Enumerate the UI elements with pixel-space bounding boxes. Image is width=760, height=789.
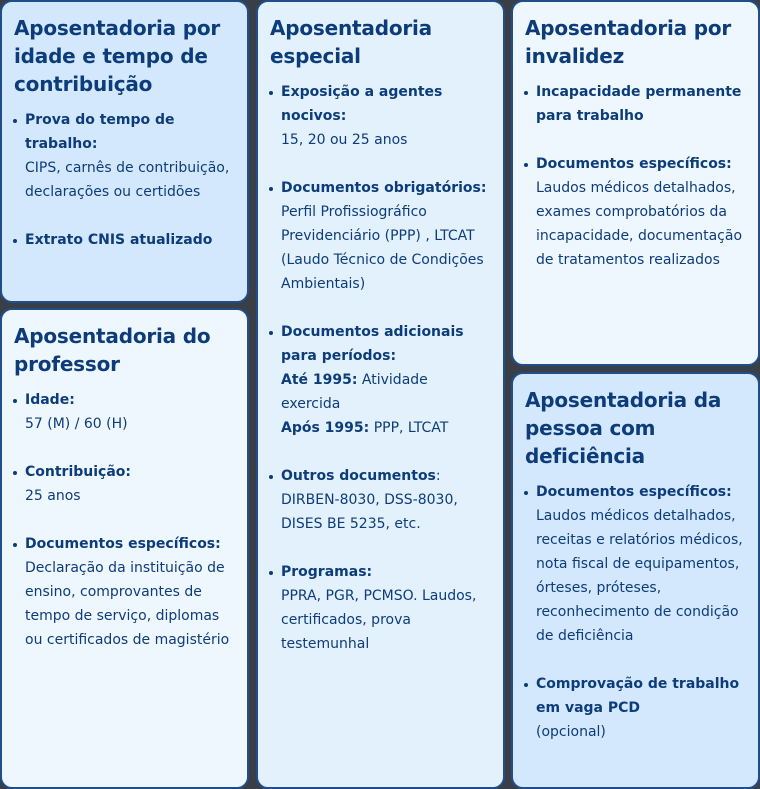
requirements-list [525, 80, 746, 272]
item-label: Idade: [25, 392, 75, 408]
requirements-list [14, 388, 235, 652]
item-text: Laudos médicos detalhados, exames comprobatórios da incapacidade, documentação de tratamentos realizados [536, 180, 743, 268]
list-item [14, 228, 235, 252]
card-title: Aposentadoria da pessoa com deficiência [525, 388, 722, 468]
list-item [525, 480, 746, 648]
item-text: DIRBEN-8030, DSS-8030, DISES BE 5235, etc. [281, 492, 458, 532]
period-label: Até 1995: [281, 372, 358, 388]
list-item [525, 672, 746, 744]
list-item [14, 460, 235, 508]
period-label: Após 1995: [281, 420, 370, 436]
list-item [270, 320, 491, 440]
card-title: Aposentadoria do professor [14, 324, 211, 376]
item-text: Declaração da instituição de ensino, comprovantes de tempo de serviço, diplomas ou certificados de magistério [25, 560, 230, 648]
period-text: PPP, LTCAT [369, 420, 449, 436]
item-label: Documentos específicos: [536, 156, 732, 172]
item-label: Documentos específicos: [536, 484, 732, 500]
item-label: Incapacidade permanente para trabalho [536, 84, 742, 124]
item-text: Perfil Profissiográfico Previdenciário (PPP) , LTCAT (Laudo Técnico de Condições Ambientais) [281, 204, 484, 292]
item-label: Prova do tempo de trabalho: [25, 112, 175, 152]
requirements-list [525, 480, 746, 744]
period-line-2 [281, 416, 491, 440]
item-colon: : [435, 468, 441, 484]
item-text: 15, 20 ou 25 anos [281, 132, 408, 148]
item-text: 25 anos [25, 488, 81, 504]
item-label: Contribuição: [25, 464, 132, 480]
list-item [270, 560, 491, 656]
list-item [14, 108, 235, 204]
item-label: Extrato CNIS atualizado [25, 232, 213, 248]
item-label: Documentos adicionais para períodos: [281, 324, 464, 364]
list-item [14, 532, 235, 652]
card-aposentadoria-deficiencia [511, 372, 760, 789]
item-text: (opcional) [536, 724, 606, 740]
item-text: PPRA, PGR, PCMSO. Laudos, certificados, prova testemunhal [281, 588, 477, 652]
item-label: Outros documentos [281, 468, 436, 484]
item-label: Documentos obrigatórios: [281, 180, 487, 196]
list-item [14, 388, 235, 436]
list-item [270, 80, 491, 152]
item-label: Comprovação de trabalho em vaga PCD [536, 676, 740, 716]
period-line-1 [281, 368, 491, 416]
item-text: 57 (M) / 60 (H) [25, 416, 128, 432]
list-item [525, 152, 746, 272]
card-aposentadoria-invalidez [511, 0, 760, 366]
item-label: Exposição a agentes nocivos: [281, 84, 443, 124]
list-item [270, 464, 491, 536]
requirements-list [270, 80, 491, 656]
item-label: Documentos específicos: [25, 536, 221, 552]
list-item [525, 80, 746, 128]
card-aposentadoria-especial [256, 0, 505, 789]
requirements-list [14, 108, 235, 252]
item-label-line [281, 464, 491, 488]
card-title: Aposentadoria por idade e tempo de contribuição [14, 16, 221, 96]
list-item [270, 176, 491, 296]
item-text: Laudos médicos detalhados, receitas e relatórios médicos, nota fiscal de equipamentos, órteses, próteses, reconhecimento de condição de deficiência [536, 508, 743, 644]
item-label: Programas: [281, 564, 373, 580]
card-aposentadoria-idade [0, 0, 249, 303]
card-title: Aposentadoria especial [270, 16, 432, 68]
item-text: CIPS, carnês de contribuição, declarações ou certidões [25, 160, 230, 200]
card-aposentadoria-professor [0, 308, 249, 789]
period-text: Atividade exercida [281, 372, 428, 412]
card-title: Aposentadoria por invalidez [525, 16, 732, 68]
